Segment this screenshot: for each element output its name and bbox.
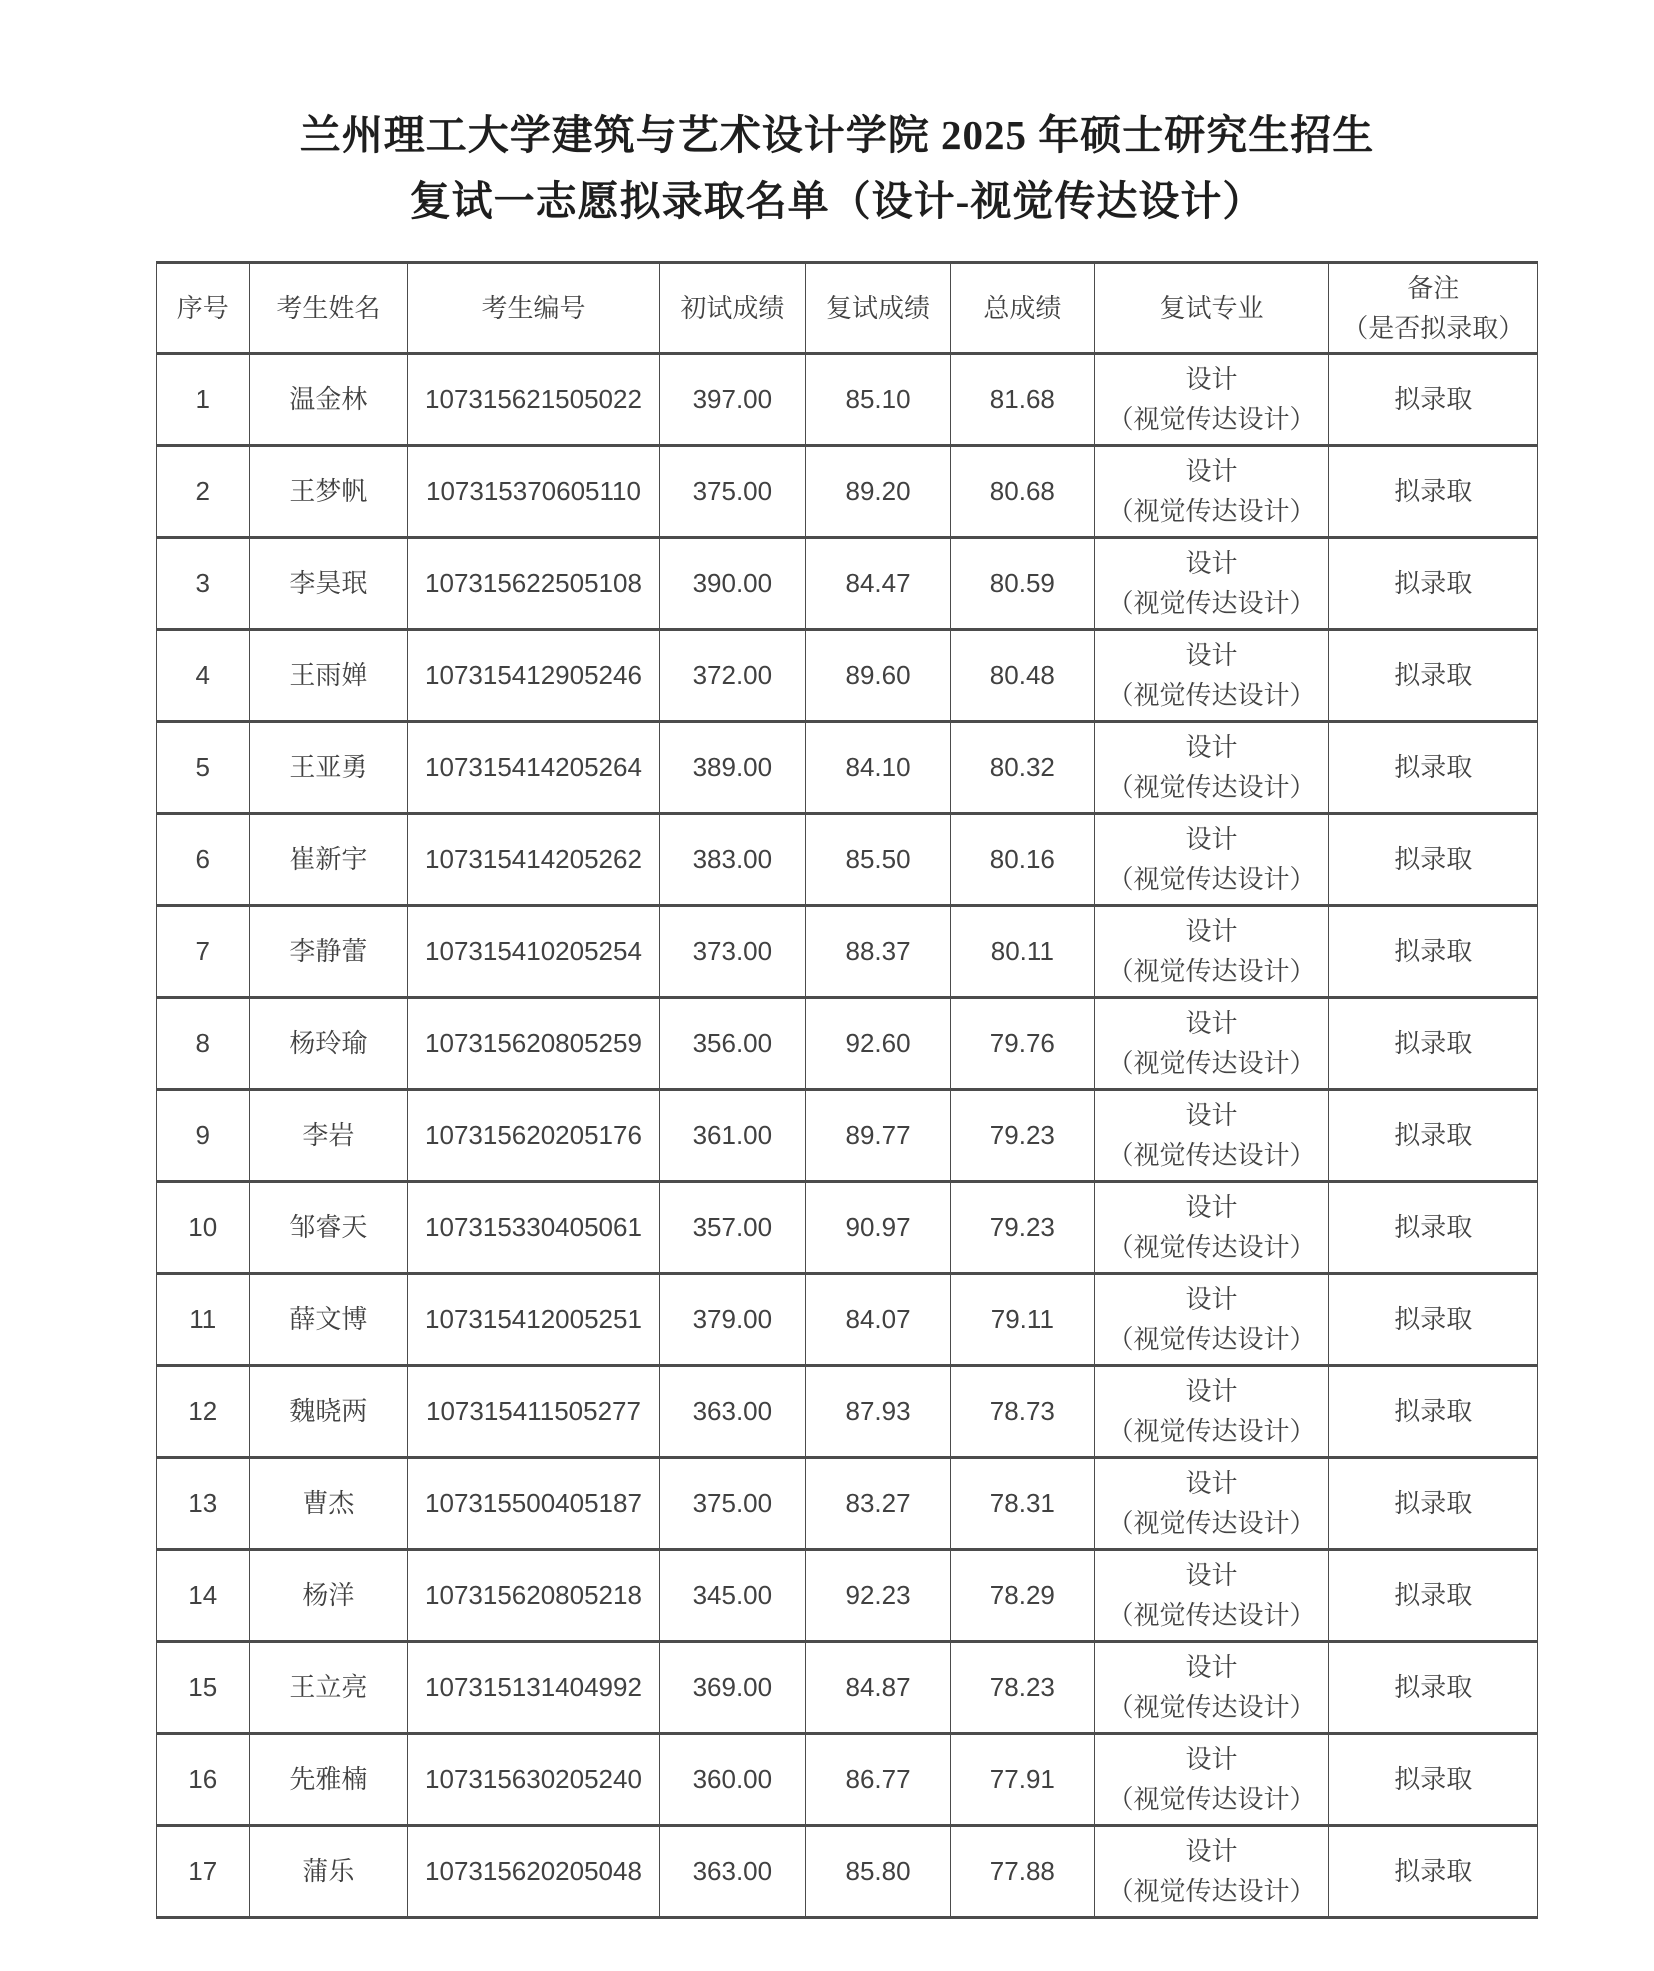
cell-index: 12 xyxy=(157,1365,250,1457)
cell-index: 10 xyxy=(157,1181,250,1273)
cell-initial-score: 356.00 xyxy=(659,997,805,1089)
cell-initial-score: 379.00 xyxy=(659,1273,805,1365)
cell-retest-score: 90.97 xyxy=(806,1181,951,1273)
cell-remark: 拟录取 xyxy=(1329,1089,1538,1181)
cell-retest-major: 设计 （视觉传达设计） xyxy=(1094,1733,1329,1825)
cell-total-score: 79.23 xyxy=(951,1089,1095,1181)
cell-index: 11 xyxy=(157,1273,250,1365)
cell-index: 7 xyxy=(157,905,250,997)
table-row xyxy=(157,353,1538,445)
cell-index: 5 xyxy=(157,721,250,813)
cell-initial-score: 345.00 xyxy=(659,1549,805,1641)
cell-total-score: 80.48 xyxy=(951,629,1095,721)
cell-candidate-id: 107315620805218 xyxy=(408,1549,659,1641)
cell-retest-score: 89.77 xyxy=(806,1089,951,1181)
cell-retest-major: 设计 （视觉传达设计） xyxy=(1094,721,1329,813)
cell-retest-major: 设计 （视觉传达设计） xyxy=(1094,1181,1329,1273)
cell-retest-score: 92.60 xyxy=(806,997,951,1089)
table-row xyxy=(157,1089,1538,1181)
cell-index: 9 xyxy=(157,1089,250,1181)
cell-candidate-name: 魏晓两 xyxy=(249,1365,408,1457)
table-row xyxy=(157,629,1538,721)
cell-retest-score: 84.10 xyxy=(806,721,951,813)
cell-retest-score: 87.93 xyxy=(806,1365,951,1457)
cell-candidate-name: 先雅楠 xyxy=(249,1733,408,1825)
header-initial-score: 初试成绩 xyxy=(659,262,805,353)
cell-total-score: 80.11 xyxy=(951,905,1095,997)
cell-candidate-name: 温金林 xyxy=(249,353,408,445)
cell-remark: 拟录取 xyxy=(1329,1825,1538,1917)
table-row xyxy=(157,537,1538,629)
cell-total-score: 80.32 xyxy=(951,721,1095,813)
cell-retest-major: 设计 （视觉传达设计） xyxy=(1094,1825,1329,1917)
cell-candidate-id: 107315620805259 xyxy=(408,997,659,1089)
cell-remark: 拟录取 xyxy=(1329,1273,1538,1365)
cell-initial-score: 372.00 xyxy=(659,629,805,721)
cell-total-score: 78.23 xyxy=(951,1641,1095,1733)
cell-remark: 拟录取 xyxy=(1329,353,1538,445)
header-index: 序号 xyxy=(157,262,250,353)
cell-candidate-id: 107315620205048 xyxy=(408,1825,659,1917)
cell-total-score: 79.11 xyxy=(951,1273,1095,1365)
cell-index: 1 xyxy=(157,353,250,445)
cell-initial-score: 375.00 xyxy=(659,1457,805,1549)
cell-candidate-name: 薛文博 xyxy=(249,1273,408,1365)
cell-initial-score: 397.00 xyxy=(659,353,805,445)
table-row xyxy=(157,1733,1538,1825)
cell-retest-major: 设计 （视觉传达设计） xyxy=(1094,629,1329,721)
cell-index: 3 xyxy=(157,537,250,629)
cell-remark: 拟录取 xyxy=(1329,1181,1538,1273)
cell-candidate-name: 李昊珉 xyxy=(249,537,408,629)
cell-initial-score: 357.00 xyxy=(659,1181,805,1273)
document-title-line2: 复试一志愿拟录取名单（设计-视觉传达设计） xyxy=(409,178,1265,225)
cell-initial-score: 360.00 xyxy=(659,1733,805,1825)
cell-retest-major: 设计 （视觉传达设计） xyxy=(1094,445,1329,537)
cell-index: 4 xyxy=(157,629,250,721)
cell-index: 17 xyxy=(157,1825,250,1917)
cell-total-score: 80.59 xyxy=(951,537,1095,629)
cell-candidate-name: 王亚勇 xyxy=(249,721,408,813)
cell-index: 15 xyxy=(157,1641,250,1733)
cell-remark: 拟录取 xyxy=(1329,629,1538,721)
cell-retest-major: 设计 （视觉传达设计） xyxy=(1094,813,1329,905)
table-row xyxy=(157,1457,1538,1549)
table-row xyxy=(157,905,1538,997)
cell-remark: 拟录取 xyxy=(1329,1549,1538,1641)
cell-candidate-id: 107315411505277 xyxy=(408,1365,659,1457)
header-retest-major: 复试专业 xyxy=(1094,262,1329,353)
cell-candidate-name: 王立亮 xyxy=(249,1641,408,1733)
document-title-line1: 兰州理工大学建筑与艺术设计学院 2025 年硕士研究生招生 xyxy=(299,112,1375,158)
cell-initial-score: 389.00 xyxy=(659,721,805,813)
table-row xyxy=(157,813,1538,905)
cell-candidate-name: 曹杰 xyxy=(249,1457,408,1549)
cell-index: 16 xyxy=(157,1733,250,1825)
cell-remark: 拟录取 xyxy=(1329,1733,1538,1825)
cell-candidate-name: 崔新宇 xyxy=(249,813,408,905)
cell-retest-major: 设计 （视觉传达设计） xyxy=(1094,353,1329,445)
cell-candidate-id: 107315330405061 xyxy=(408,1181,659,1273)
cell-total-score: 80.16 xyxy=(951,813,1095,905)
cell-retest-score: 88.37 xyxy=(806,905,951,997)
cell-candidate-id: 107315621505022 xyxy=(408,353,659,445)
cell-retest-score: 84.47 xyxy=(806,537,951,629)
cell-candidate-id: 107315500405187 xyxy=(408,1457,659,1549)
cell-candidate-name: 李岩 xyxy=(249,1089,408,1181)
header-total-score: 总成绩 xyxy=(951,262,1095,353)
cell-index: 13 xyxy=(157,1457,250,1549)
cell-candidate-id: 107315414205264 xyxy=(408,721,659,813)
cell-index: 2 xyxy=(157,445,250,537)
document-title xyxy=(0,102,1654,235)
cell-initial-score: 363.00 xyxy=(659,1365,805,1457)
cell-retest-major: 设计 （视觉传达设计） xyxy=(1094,1641,1329,1733)
cell-total-score: 80.68 xyxy=(951,445,1095,537)
cell-retest-score: 86.77 xyxy=(806,1733,951,1825)
cell-candidate-name: 杨玲瑜 xyxy=(249,997,408,1089)
cell-initial-score: 363.00 xyxy=(659,1825,805,1917)
cell-remark: 拟录取 xyxy=(1329,1457,1538,1549)
cell-candidate-id: 107315370605110 xyxy=(408,445,659,537)
cell-retest-major: 设计 （视觉传达设计） xyxy=(1094,1089,1329,1181)
cell-candidate-name: 王雨婵 xyxy=(249,629,408,721)
cell-candidate-name: 王梦帆 xyxy=(249,445,408,537)
cell-retest-score: 85.50 xyxy=(806,813,951,905)
cell-candidate-id: 107315412005251 xyxy=(408,1273,659,1365)
cell-remark: 拟录取 xyxy=(1329,445,1538,537)
cell-total-score: 78.31 xyxy=(951,1457,1095,1549)
cell-remark: 拟录取 xyxy=(1329,537,1538,629)
cell-initial-score: 390.00 xyxy=(659,537,805,629)
cell-retest-score: 85.80 xyxy=(806,1825,951,1917)
cell-candidate-id: 107315622505108 xyxy=(408,537,659,629)
cell-retest-score: 84.07 xyxy=(806,1273,951,1365)
header-remark: 备注 （是否拟录取） xyxy=(1329,262,1538,353)
header-retest-score: 复试成绩 xyxy=(806,262,951,353)
cell-initial-score: 383.00 xyxy=(659,813,805,905)
cell-remark: 拟录取 xyxy=(1329,905,1538,997)
cell-retest-score: 89.20 xyxy=(806,445,951,537)
cell-total-score: 79.23 xyxy=(951,1181,1095,1273)
cell-retest-major: 设计 （视觉传达设计） xyxy=(1094,1549,1329,1641)
cell-retest-score: 83.27 xyxy=(806,1457,951,1549)
table-row xyxy=(157,445,1538,537)
cell-index: 8 xyxy=(157,997,250,1089)
cell-total-score: 78.73 xyxy=(951,1365,1095,1457)
cell-initial-score: 375.00 xyxy=(659,445,805,537)
cell-total-score: 77.91 xyxy=(951,1733,1095,1825)
cell-retest-major: 设计 （视觉传达设计） xyxy=(1094,905,1329,997)
cell-total-score: 78.29 xyxy=(951,1549,1095,1641)
cell-candidate-name: 李静蕾 xyxy=(249,905,408,997)
table-row xyxy=(157,997,1538,1089)
cell-retest-score: 92.23 xyxy=(806,1549,951,1641)
cell-initial-score: 361.00 xyxy=(659,1089,805,1181)
cell-candidate-id: 107315410205254 xyxy=(408,905,659,997)
cell-candidate-id: 107315131404992 xyxy=(408,1641,659,1733)
cell-candidate-name: 邹睿天 xyxy=(249,1181,408,1273)
table-row xyxy=(157,721,1538,813)
admission-table-container xyxy=(156,261,1538,1919)
cell-candidate-id: 107315630205240 xyxy=(408,1733,659,1825)
table-body xyxy=(157,353,1538,1917)
cell-retest-major: 设计 （视觉传达设计） xyxy=(1094,1457,1329,1549)
cell-remark: 拟录取 xyxy=(1329,1641,1538,1733)
table-row xyxy=(157,1273,1538,1365)
cell-total-score: 81.68 xyxy=(951,353,1095,445)
cell-index: 6 xyxy=(157,813,250,905)
cell-retest-score: 84.87 xyxy=(806,1641,951,1733)
cell-candidate-id: 107315412905246 xyxy=(408,629,659,721)
cell-remark: 拟录取 xyxy=(1329,721,1538,813)
cell-remark: 拟录取 xyxy=(1329,1365,1538,1457)
cell-retest-major: 设计 （视觉传达设计） xyxy=(1094,1365,1329,1457)
table-row xyxy=(157,1365,1538,1457)
table-row xyxy=(157,1641,1538,1733)
cell-candidate-name: 蒲乐 xyxy=(249,1825,408,1917)
cell-retest-score: 85.10 xyxy=(806,353,951,445)
page-root xyxy=(0,102,1654,1971)
header-candidate-id: 考生编号 xyxy=(408,262,659,353)
table-row xyxy=(157,1825,1538,1917)
cell-remark: 拟录取 xyxy=(1329,813,1538,905)
table-row xyxy=(157,1181,1538,1273)
cell-initial-score: 373.00 xyxy=(659,905,805,997)
table-header-row xyxy=(157,262,1538,353)
cell-candidate-id: 107315414205262 xyxy=(408,813,659,905)
cell-total-score: 77.88 xyxy=(951,1825,1095,1917)
cell-retest-major: 设计 （视觉传达设计） xyxy=(1094,997,1329,1089)
table-row xyxy=(157,1549,1538,1641)
cell-retest-major: 设计 （视觉传达设计） xyxy=(1094,1273,1329,1365)
header-candidate-name: 考生姓名 xyxy=(249,262,408,353)
cell-retest-score: 89.60 xyxy=(806,629,951,721)
cell-index: 14 xyxy=(157,1549,250,1641)
cell-initial-score: 369.00 xyxy=(659,1641,805,1733)
cell-total-score: 79.76 xyxy=(951,997,1095,1089)
cell-candidate-id: 107315620205176 xyxy=(408,1089,659,1181)
cell-candidate-name: 杨洋 xyxy=(249,1549,408,1641)
admission-table xyxy=(156,261,1538,1919)
cell-retest-major: 设计 （视觉传达设计） xyxy=(1094,537,1329,629)
cell-remark: 拟录取 xyxy=(1329,997,1538,1089)
